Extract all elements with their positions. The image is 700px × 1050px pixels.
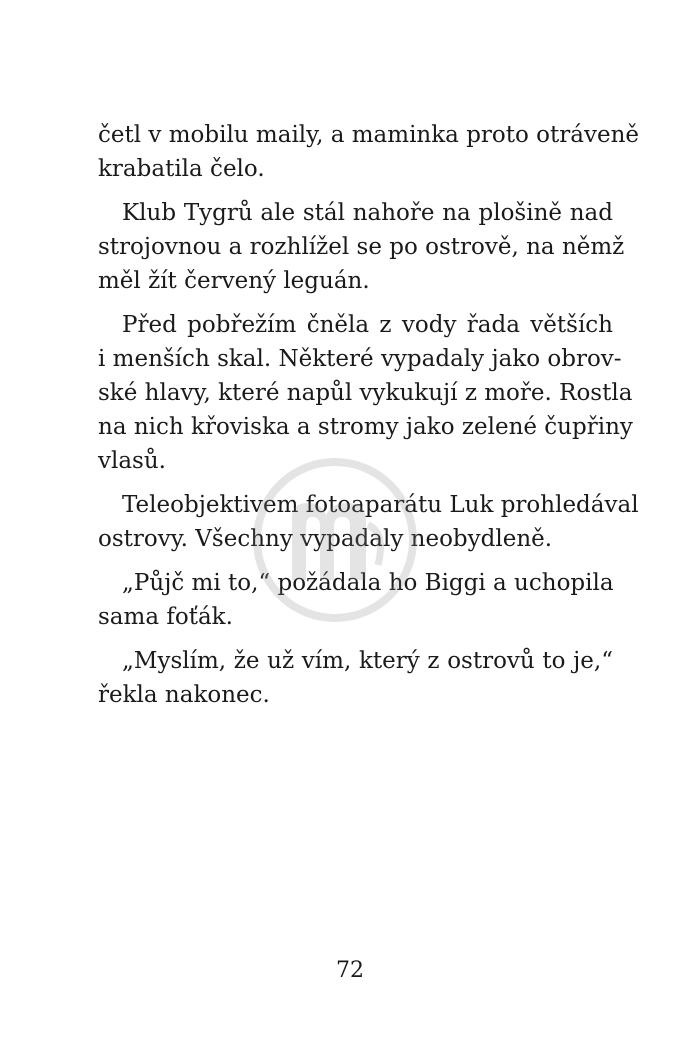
- text-line: ské hlavy, které napůl vykukují z moře. Rostla: [98, 380, 633, 406]
- text-line: četl v mobilu maily, a maminka proto otráveně: [98, 122, 639, 148]
- text-line: Před pobřežím čněla z vody řada větších: [122, 312, 613, 338]
- text-line: Teleobjektivem fotoaparátu Luk prohledával: [122, 492, 639, 518]
- text-line: krabatila čelo.: [98, 156, 265, 182]
- paragraph: [98, 644, 613, 712]
- paragraph: [98, 118, 639, 186]
- page-number: 72: [336, 958, 364, 983]
- paragraph: [98, 308, 633, 478]
- paragraph: [98, 196, 625, 298]
- text-line: vlasů.: [98, 448, 166, 474]
- text-line: „Půjč mi to,“ požádala ho Biggi a uchopila: [122, 570, 614, 596]
- page-text: [98, 118, 639, 722]
- text-line: ostrovy. Všechny vypadaly neobydleně.: [98, 526, 553, 552]
- text-line: „Myslím, že už vím, který z ostrovů to je,“: [122, 648, 613, 674]
- paragraph: [98, 488, 639, 556]
- text-line: na nich křoviska a stromy jako zelené čupřiny: [98, 414, 633, 440]
- text-line: měl žít červený leguán.: [98, 268, 370, 294]
- text-line: sama foťák.: [98, 604, 233, 630]
- text-line: i menších skal. Některé vypadaly jako obrov-: [98, 346, 622, 372]
- paragraph: [98, 566, 613, 634]
- text-line: Klub Tygrů ale stál nahoře na plošině nad: [122, 200, 613, 226]
- text-line: řekla nakonec.: [98, 682, 270, 708]
- text-line: strojovnou a rozhlížel se po ostrově, na němž: [98, 234, 625, 260]
